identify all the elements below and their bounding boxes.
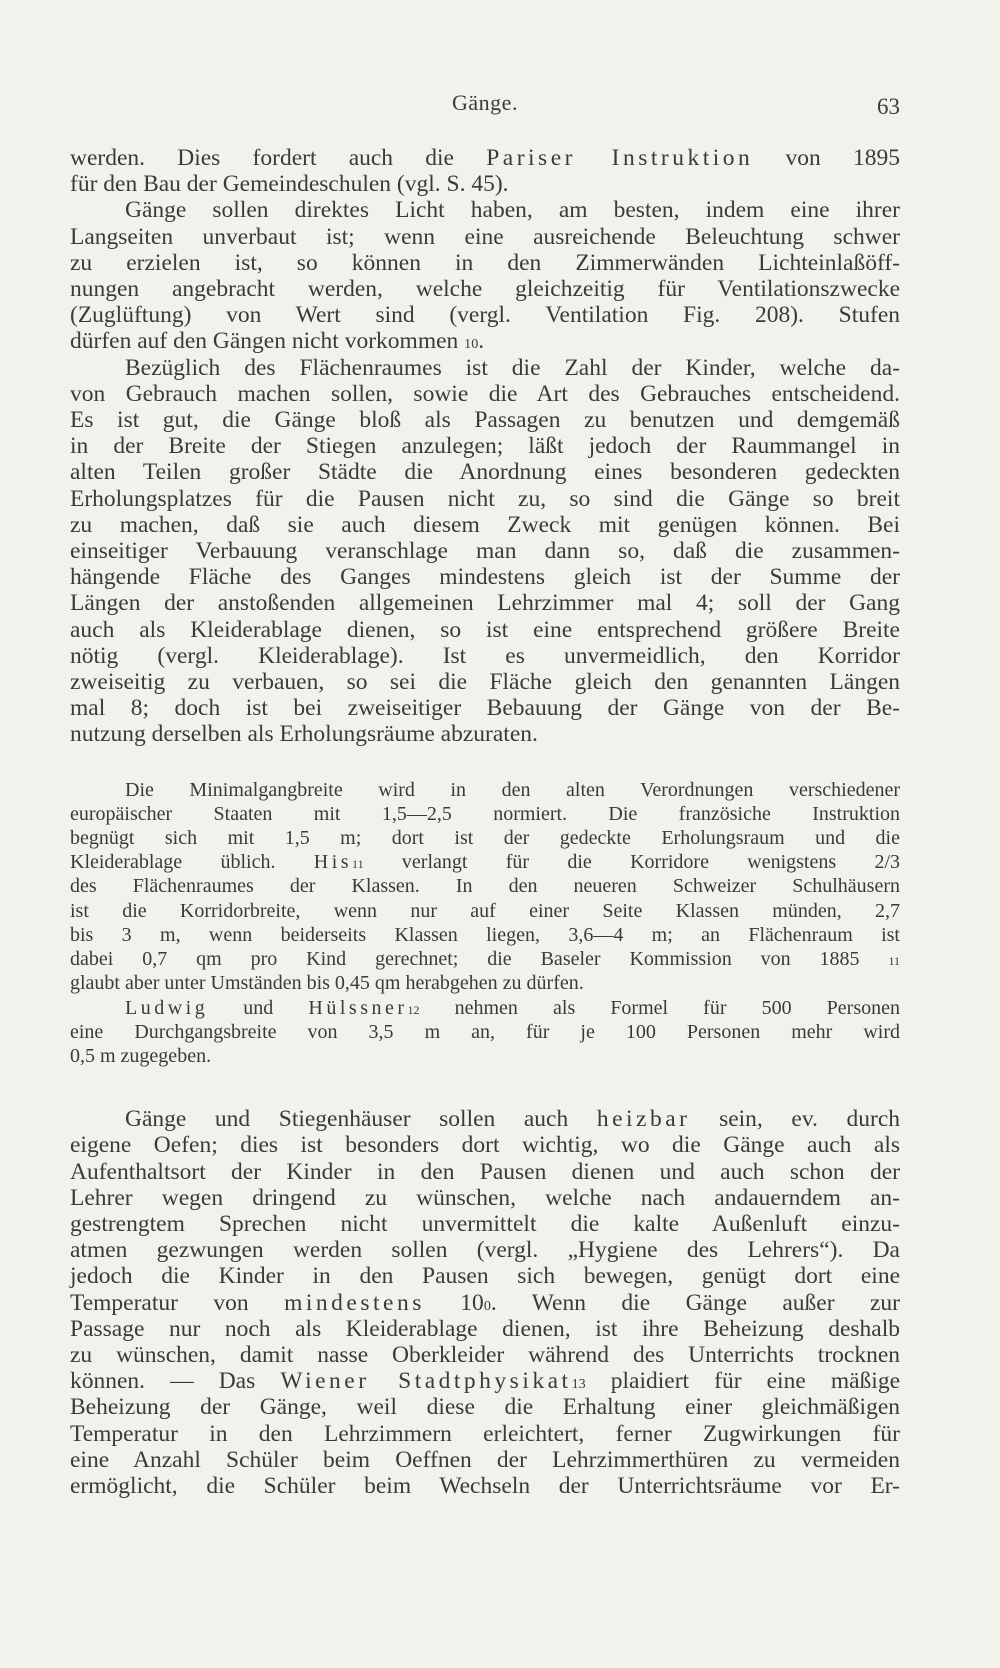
emphasis-text: Wiener Stadtphysikat [280, 1368, 572, 1395]
text-line: zweiseitig zu verbauen, so sei die Fläche gleich den genannten Längen [70, 669, 900, 696]
text-run: können. — Das [70, 1368, 281, 1395]
text-run: dürfen auf den Gängen nicht vorkommen [70, 328, 465, 355]
footnote-ref: 10 [464, 336, 479, 353]
text-line: einseitiger Verbauung veranschlage man dann so, daß die zusammen- [70, 538, 900, 565]
text-run: und [208, 996, 309, 1019]
text-line: Bezüglich des Flächenraumes ist die Zahl der Kinder, welche da- [125, 354, 900, 381]
text-line: nötig (vergl. Kleiderablage). Ist es unvermeidlich, den Korridor [70, 642, 900, 669]
footnote-ref: 11 [888, 954, 900, 969]
text-run: Temperatur von [70, 1289, 285, 1316]
text-line [70, 947, 900, 971]
text-run: . Wenn die Gänge außer zur [490, 1289, 900, 1316]
author-name: Ludwig [125, 996, 209, 1019]
footnote-ref: 11 [352, 857, 364, 872]
text-line: Langseiten unverbaut ist; wenn eine ausreichende Beleuchtung schwer [70, 223, 900, 250]
text-run: 10 [424, 1289, 484, 1316]
text-line: (Zuglüftung) von Wert sind (vergl. Ventilation Fig. 208). Stufen [70, 302, 900, 329]
text-line: 0,5 m zugegeben. [70, 1044, 212, 1067]
emphasis-text: Pariser Instruktion [486, 145, 754, 171]
page-header [70, 86, 900, 126]
text-line: eine Durchgangsbreite von 3,5 m an, für je 100 Personen mehr wird [70, 1020, 900, 1043]
text-line [70, 145, 900, 171]
text-line: Es ist gut, die Gänge bloß als Passagen zu benutzen und demgemäß [70, 407, 900, 434]
author-name: His [313, 851, 353, 874]
text-line: zu erzielen ist, so können in den Zimmerwänden Lichteinlaßöff- [70, 249, 900, 276]
text-line [70, 996, 900, 1020]
text-line: Temperatur in den Lehrzimmern erleichtert, ferner Zugwirkungen für [70, 1420, 900, 1447]
text-line: Erholungsplatzes für die Pausen nicht zu, so sind die Gänge so breit [70, 485, 900, 512]
text-line: des Flächenraumes der Klassen. In den neueren Schweizer Schulhäusern [70, 875, 900, 898]
small-print-section [70, 778, 900, 1068]
paragraph-floor-area [70, 355, 900, 748]
text-run: von 1895 [753, 145, 900, 171]
text-line: glaubt aber unter Umständen bis 0,45 qm herabgehen zu dürfen. [70, 972, 584, 995]
footnote-ref: 13 [571, 1376, 586, 1393]
text-line: alten Teilen großer Städte die Anordnung eines besonderen gedeckten [70, 459, 900, 486]
fraction: 2/3 [874, 851, 900, 874]
text-run: sein, ev. durch [690, 1106, 901, 1133]
text-line: Passage nur noch als Kleiderablage dienen, ist ihre Beheizung deshalb [70, 1315, 900, 1342]
emphasis-text: heizbar [596, 1106, 691, 1133]
text-line: gestrengtem Sprechen nicht unvermittelt die kalte Außenluft einzu- [70, 1210, 900, 1237]
emphasis-text: mindestens [284, 1289, 425, 1316]
text-line: für den Bau der Gemeindeschulen (vgl. S. 45). [70, 171, 509, 198]
text-line: eine Anzahl Schüler beim Oeffnen der Lehrzimmerthüren zu vermeiden [70, 1446, 900, 1473]
text-line: zu machen, daß sie auch diesem Zweck mit genügen können. Bei [70, 511, 900, 538]
text-line: Gänge sollen direktes Licht haben, am besten, indem eine ihrer [125, 197, 900, 224]
text-line: nutzung derselben als Erholungsräume abzuraten. [70, 721, 538, 748]
spacer [70, 1068, 900, 1106]
text-line: ermöglicht, die Schüler beim Wechseln der Unterrichtsräume vor Er- [70, 1472, 900, 1499]
running-head: Gänge. [452, 90, 518, 115]
text-run: . [478, 328, 485, 355]
text-run: dabei 0,7 qm pro Kind gerechnet; die Baseler Kommission von 1885 [70, 948, 889, 971]
text-line: bis 3 m, wenn beiderseits Klassen liegen, 3,6—4 m; an Flächenraum ist [70, 923, 900, 946]
text-run: Kleiderablage üblich. [70, 851, 314, 874]
paragraph-continuation [70, 145, 900, 197]
text-line: auch als Kleiderablage dienen, so ist eine entsprechend größere Breite [70, 616, 900, 643]
text-line: ist die Korridorbreite, wenn nur auf einer Seite Klassen münden, 2,7 [70, 899, 900, 922]
footnote-ref: 12 [407, 1002, 420, 1017]
text-run: plaidiert für eine mäßige [585, 1368, 900, 1395]
text-run: Gänge und Stiegenhäuser sollen auch [125, 1106, 597, 1133]
text-line: Längen der anstoßenden allgemeinen Lehrzimmer mal 4; soll der Gang [70, 590, 900, 617]
text-line: in der Breite der Stiegen anzulegen; läßt jedoch der Raummangel in [70, 433, 900, 460]
text-line: von Gebrauch machen sollen, sowie die Art des Gebrauches entscheidend. [70, 380, 900, 407]
spacer [70, 748, 900, 778]
paragraph-heating [70, 1106, 900, 1499]
text-line [70, 850, 900, 874]
text-line [70, 1290, 900, 1316]
text-line: Die Minimalgangbreite wird in den alten Verordnungen verschiedener [125, 778, 900, 801]
text-line [70, 1368, 900, 1394]
text-line [70, 1106, 900, 1132]
text-line [70, 328, 900, 354]
text-run: verlangt für die Korridore wenigstens [363, 851, 875, 874]
text-line: zu wünschen, damit nasse Oberkleider während des Unterrichts trocknen [70, 1341, 900, 1368]
text-line: hängende Fläche des Ganges mindestens gleich ist der Summe der [70, 564, 900, 591]
text-line: Lehrer wegen dringend zu wünschen, welche nach andauerndem an- [70, 1184, 900, 1211]
text-line: atmen gezwungen werden sollen (vergl. „Hygiene des Lehrers“). Da [70, 1237, 900, 1264]
degree-mark: 0 [483, 1297, 491, 1314]
text-line: eigene Oefen; dies ist besonders dort wichtig, wo die Gänge auch als [70, 1132, 900, 1159]
text-line: begnügt sich mit 1,5 m; dort ist der gedeckte Erholungsraum und die [70, 827, 900, 850]
page-number: 63 [877, 94, 900, 119]
text-run: nehmen als Formel für 500 Personen [419, 996, 900, 1019]
text-run: werden. Dies fordert auch die [70, 145, 487, 171]
author-name: Hülssner [308, 996, 408, 1019]
text-line: nungen angebracht werden, welche gleichzeitig für Ventilationszwecke [70, 276, 900, 303]
page-body [70, 145, 900, 1499]
text-line: Beheizung der Gänge, weil diese die Erhaltung einer gleichmäßigen [70, 1394, 900, 1421]
text-line: jedoch die Kinder in den Pausen sich bewegen, genügt dort eine [70, 1263, 900, 1290]
paragraph-lighting [70, 197, 900, 354]
text-line: Aufenthaltsort der Kinder in den Pausen dienen und auch schon der [70, 1158, 900, 1185]
text-line: europäischer Staaten mit 1,5—2,5 normiert. Die französiche Instruktion [70, 802, 900, 825]
text-line: mal 8; doch ist bei zweiseitiger Bebauung der Gänge von der Be- [70, 695, 900, 722]
